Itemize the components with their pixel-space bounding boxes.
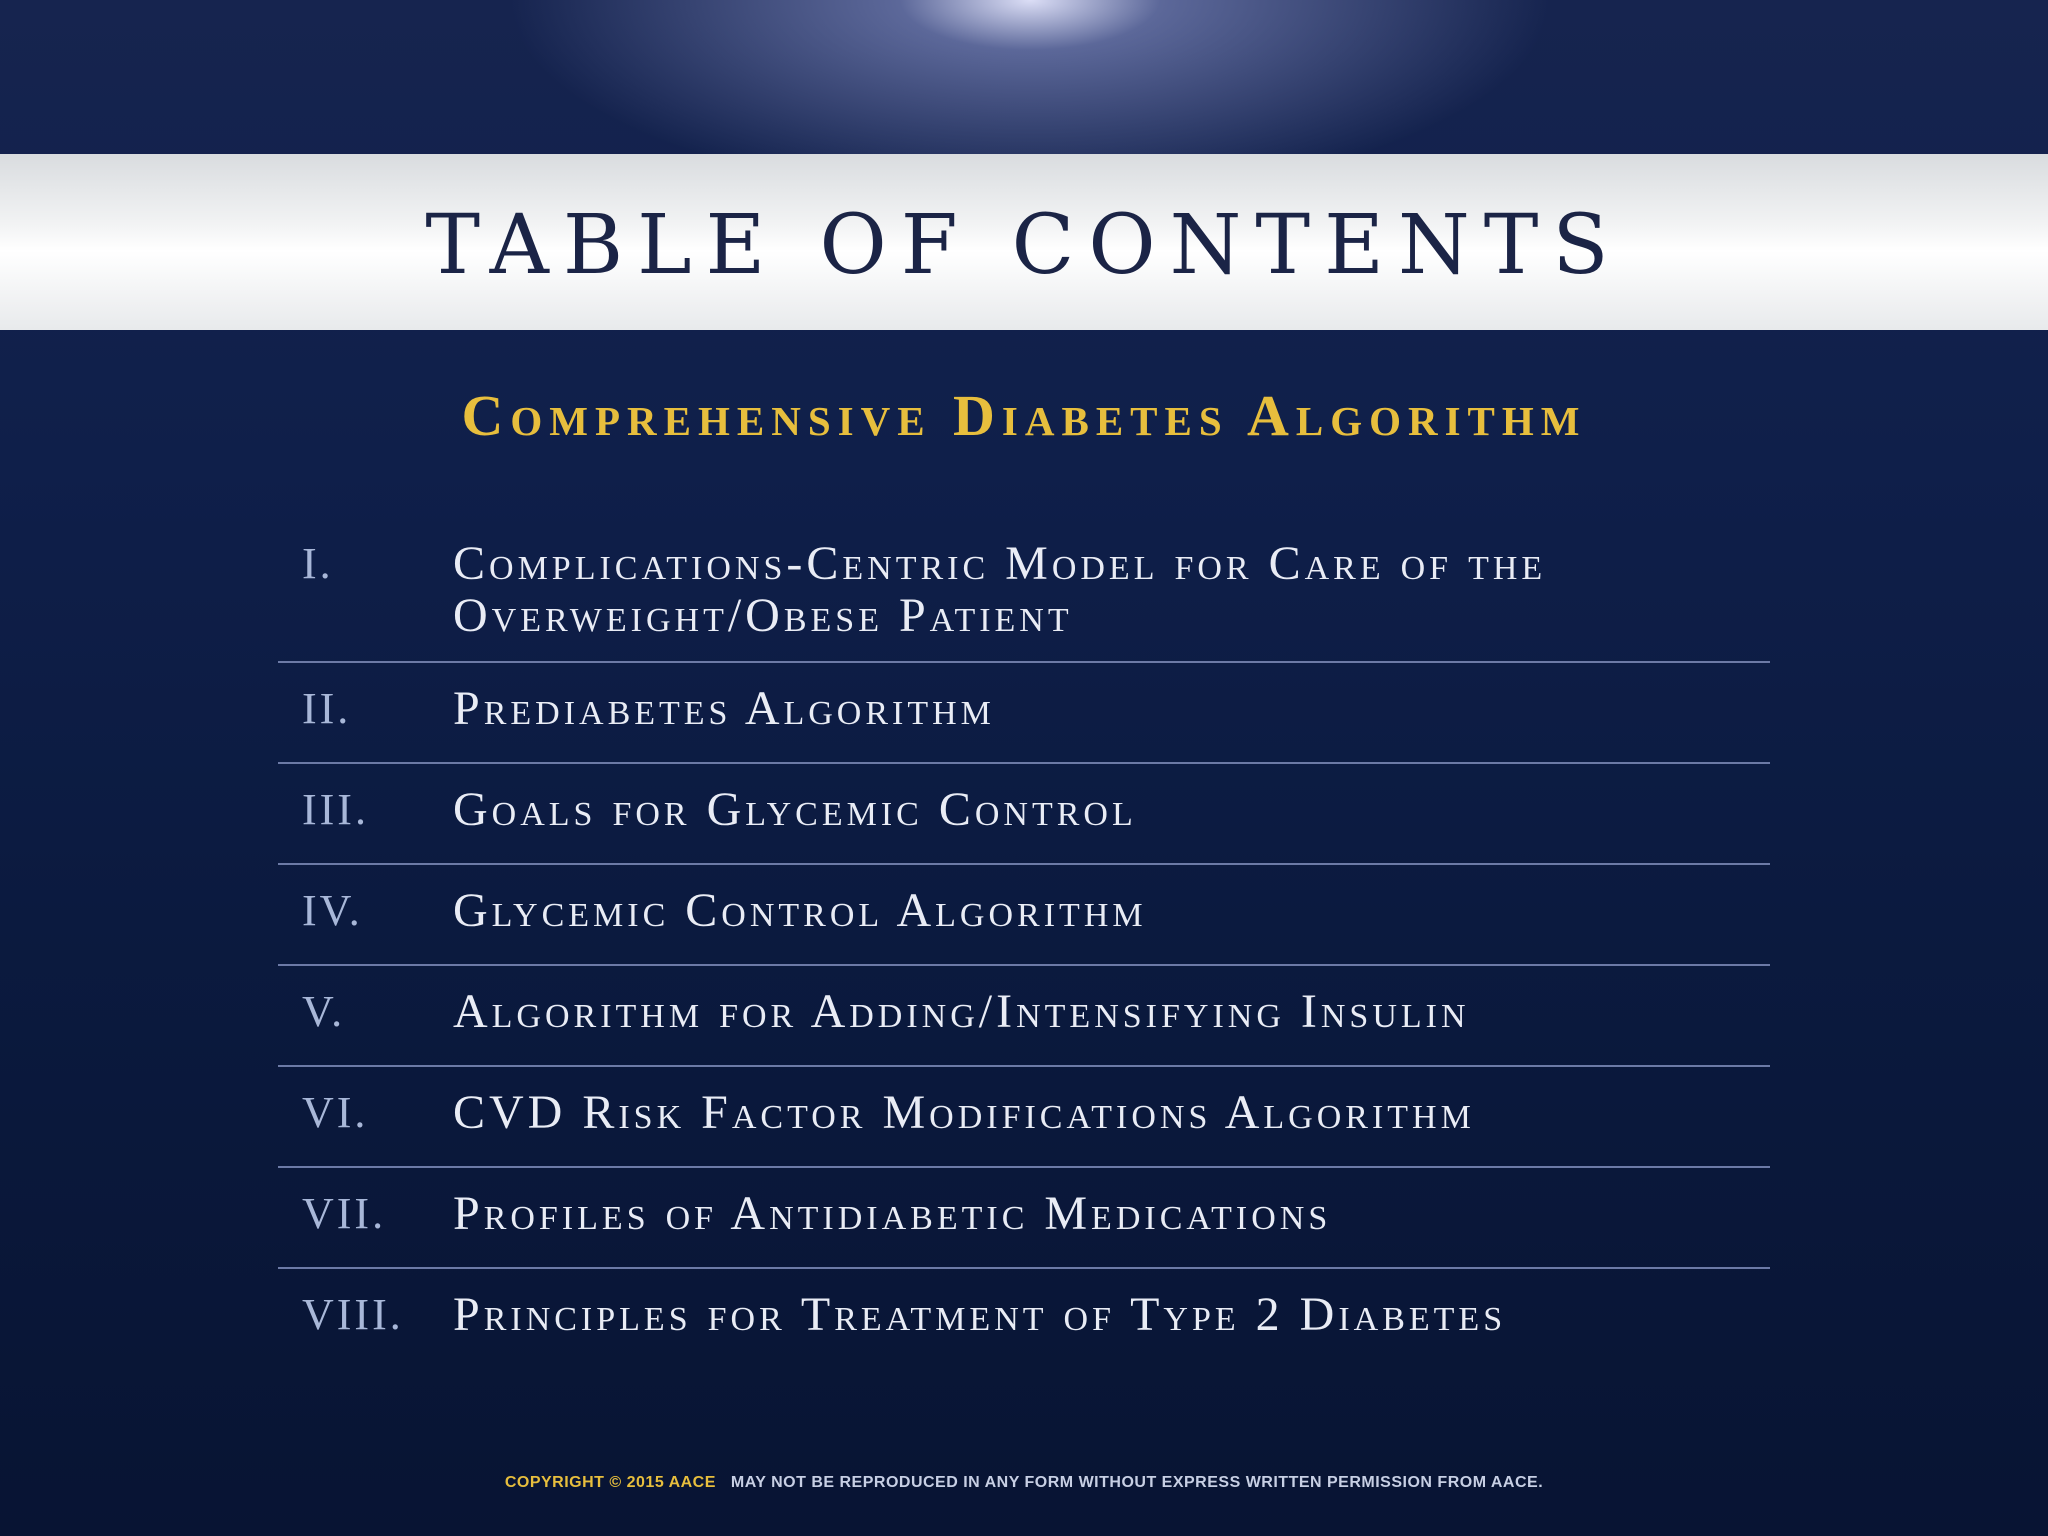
toc-item-7[interactable] xyxy=(278,1168,1770,1269)
toc-numeral: VII. xyxy=(302,1189,387,1238)
toc-item-1[interactable] xyxy=(278,530,1770,663)
toc-label: Principles for Treatment of Type 2 Diabetes xyxy=(453,1288,1507,1341)
toc-numeral: VIII. xyxy=(302,1290,404,1339)
toc-item-8[interactable] xyxy=(278,1269,1770,1370)
toc-item-6[interactable] xyxy=(278,1067,1770,1168)
toc-numeral: I. xyxy=(302,539,334,588)
toc-numeral: II. xyxy=(302,684,352,733)
toc-list xyxy=(278,530,1770,1370)
footer-copyright: COPYRIGHT © 2015 AACE xyxy=(504,1474,716,1491)
toc-label: Profiles of Antidiabetic Medications xyxy=(453,1187,1332,1240)
toc-label: CVD Risk Factor Modifications Algorithm xyxy=(453,1086,1475,1139)
toc-item-2[interactable] xyxy=(278,663,1770,764)
toc-label: Algorithm for Adding/Intensifying Insulin xyxy=(453,985,1470,1038)
toc-numeral: IV. xyxy=(302,886,363,935)
toc-item-5[interactable] xyxy=(278,966,1770,1067)
section-title: Comprehensive Diabetes Algorithm xyxy=(461,383,1587,448)
page-title: TABLE OF CONTENTS xyxy=(425,197,1623,293)
toc-numeral: V. xyxy=(302,987,346,1036)
toc-label: Prediabetes Algorithm xyxy=(453,682,995,735)
title-band xyxy=(0,154,2048,330)
toc-item-4[interactable] xyxy=(278,865,1770,966)
toc-numeral: III. xyxy=(302,785,369,834)
footer-notice: MAY NOT BE REPRODUCED IN ANY FORM WITHOUT EXPRESS WRITTEN PERMISSION FROM AACE. xyxy=(730,1474,1544,1491)
toc-label: Goals for Glycemic Control xyxy=(453,783,1137,836)
toc-label: Complications-Centric Model for Care of the Overweight/Obese Patient xyxy=(453,537,1547,642)
footer xyxy=(0,1474,2048,1492)
toc-numeral: VI. xyxy=(302,1088,369,1137)
toc-label: Glycemic Control Algorithm xyxy=(453,884,1147,937)
toc-item-3[interactable] xyxy=(278,764,1770,865)
